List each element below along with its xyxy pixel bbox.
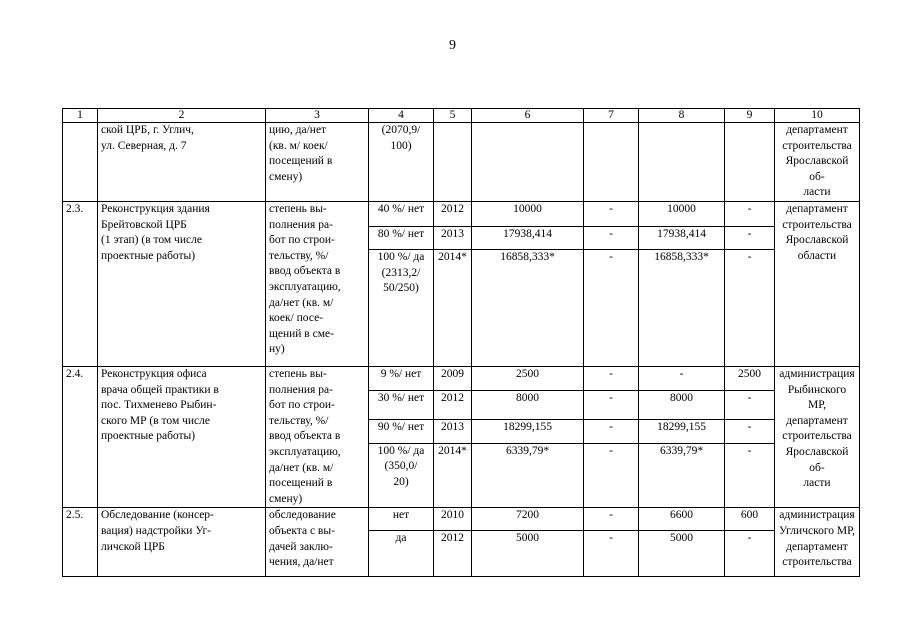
header-cell: 8 [639, 109, 725, 123]
header-cell: 4 [369, 109, 434, 123]
value-cell: 80 %/ нет [369, 226, 434, 249]
table-row [63, 201, 860, 226]
value-cell: 9 %/ нет [369, 366, 434, 390]
table-row [63, 508, 860, 531]
local-cell [725, 123, 775, 202]
item-name-cell: ской ЦРБ, г. Углич, ул. Северная, д. 7 [98, 123, 266, 202]
header-cell: 5 [434, 109, 472, 123]
table-row [63, 366, 860, 390]
regional-cell: 16858,333* [639, 249, 725, 366]
total-cell: 17938,414 [472, 226, 584, 249]
header-row [63, 109, 860, 123]
total-cell: 7200 [472, 508, 584, 531]
value-cell: нет [369, 508, 434, 531]
total-cell [472, 123, 584, 202]
total-cell: 8000 [472, 390, 584, 419]
year-cell: 2009 [434, 366, 472, 390]
local-cell: - [725, 419, 775, 443]
federal-cell: - [584, 419, 639, 443]
year-cell: 2014* [434, 249, 472, 366]
year-cell: 2012 [434, 201, 472, 226]
total-cell: 10000 [472, 201, 584, 226]
local-cell: - [725, 249, 775, 366]
executor-cell: департамент строительства Ярославской об- ласти [775, 123, 860, 202]
total-cell: 5000 [472, 531, 584, 577]
regional-cell: 10000 [639, 201, 725, 226]
indicator-cell: степень вы- полнения ра- бот по строи- тельству, %/ ввод объекта в эксплуатацию, да/нет (кв. м/ посещений в смену) [266, 366, 369, 507]
federal-cell: - [584, 508, 639, 531]
regional-cell: 5000 [639, 531, 725, 577]
item-name-cell: Обследование (консер- вация) надстройки Уг- личской ЦРБ [98, 508, 266, 577]
table-row-continuation [63, 123, 860, 202]
header-cell: 3 [266, 109, 369, 123]
value-cell: 90 %/ нет [369, 419, 434, 443]
header-cell: 6 [472, 109, 584, 123]
regional-cell: 6600 [639, 508, 725, 531]
value-cell: 40 %/ нет [369, 201, 434, 226]
header-cell: 2 [98, 109, 266, 123]
local-cell: 600 [725, 508, 775, 531]
item-name-cell: Реконструкция офиса врача общей практики в пос. Тихменево Рыбин- ского МР (в том числе проектные работы) [98, 366, 266, 507]
header-cell: 1 [63, 109, 98, 123]
item-number-cell: 2.3. [63, 201, 98, 366]
local-cell: - [725, 443, 775, 507]
value-cell: 100 %/ да (350,0/ 20) [369, 443, 434, 507]
federal-cell: - [584, 443, 639, 507]
executor-cell: администрация Рыбинского МР, департамент строительства Ярославской об- ласти [775, 366, 860, 507]
regional-cell [639, 123, 725, 202]
value-cell: (2070,9/ 100) [369, 123, 434, 202]
federal-cell: - [584, 366, 639, 390]
indicator-cell: цию, да/нет (кв. м/ коек/ посещений в смену) [266, 123, 369, 202]
local-cell: - [725, 201, 775, 226]
year-cell: 2012 [434, 531, 472, 577]
local-cell: 2500 [725, 366, 775, 390]
header-cell: 10 [775, 109, 860, 123]
year-cell: 2010 [434, 508, 472, 531]
value-cell: да [369, 531, 434, 577]
header-cell: 7 [584, 109, 639, 123]
value-cell: 100 %/ да (2313,2/ 50/250) [369, 249, 434, 366]
executor-cell: департамент строительства Ярославской области [775, 201, 860, 366]
federal-cell: - [584, 201, 639, 226]
federal-cell: - [584, 390, 639, 419]
total-cell: 6339,79* [472, 443, 584, 507]
data-table [62, 108, 860, 577]
year-cell: 2013 [434, 419, 472, 443]
value-cell: 30 %/ нет [369, 390, 434, 419]
indicator-cell: степень вы- полнения ра- бот по строи- тельству, %/ ввод объекта в эксплуатацию, да/нет (кв. м/ коек/ посе- щений в сме- ну) [266, 201, 369, 366]
year-cell: 2013 [434, 226, 472, 249]
federal-cell: - [584, 226, 639, 249]
federal-cell [584, 123, 639, 202]
federal-cell: - [584, 249, 639, 366]
total-cell: 2500 [472, 366, 584, 390]
page-number: 9 [449, 38, 456, 53]
item-number-cell [63, 123, 98, 202]
item-number-cell: 2.4. [63, 366, 98, 507]
indicator-cell: обследование объекта с вы- дачей заклю- чения, да/нет [266, 508, 369, 577]
year-cell: 2012 [434, 390, 472, 419]
regional-cell: 18299,155 [639, 419, 725, 443]
year-cell: 2014* [434, 443, 472, 507]
executor-cell: администрация Угличского МР, департамент строительства [775, 508, 860, 577]
regional-cell: 8000 [639, 390, 725, 419]
federal-cell: - [584, 531, 639, 577]
local-cell: - [725, 390, 775, 419]
local-cell: - [725, 531, 775, 577]
total-cell: 16858,333* [472, 249, 584, 366]
item-name-cell: Реконструкция здания Брейтовской ЦРБ (1 этап) (в том числе проектные работы) [98, 201, 266, 366]
year-cell [434, 123, 472, 202]
regional-cell: 17938,414 [639, 226, 725, 249]
header-cell: 9 [725, 109, 775, 123]
local-cell: - [725, 226, 775, 249]
item-number-cell: 2.5. [63, 508, 98, 577]
regional-cell: - [639, 366, 725, 390]
regional-cell: 6339,79* [639, 443, 725, 507]
total-cell: 18299,155 [472, 419, 584, 443]
